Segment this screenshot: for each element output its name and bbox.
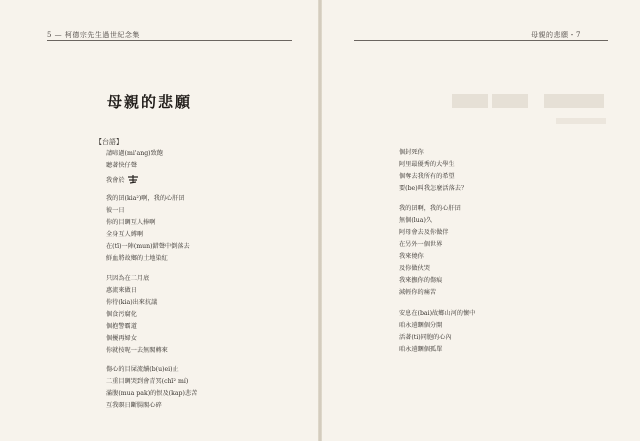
verse-line: 安息在(bai)故鄉山河的懷中 <box>399 310 476 317</box>
verse-line: 及你做伙哭 <box>399 265 430 272</box>
verse-line: 聽著快仔聲 <box>106 162 137 169</box>
verse-line: 個封死你 <box>399 149 424 156</box>
verse-line: 在(tī)一陣(mun)錯聲中倒落去 <box>106 243 190 250</box>
verse-line: 阿母會去及你做伴 <box>399 229 449 236</box>
left-page-header: 5 — 柯德宗先生過世紀念集 <box>47 31 140 39</box>
poem-title: 母親的悲願 <box>107 93 193 111</box>
verse-line: 阿里最優秀的大學生 <box>399 161 455 168</box>
verse-line: 鮮血將故鄉的土地染紅 <box>106 255 168 262</box>
verse-line: 在另外一個世界 <box>399 241 443 248</box>
verse-line: 傷心的目屎流續(b(u)ei)止 <box>106 366 179 373</box>
verse-line: 惠流來做日 <box>106 287 137 294</box>
verse-line: 彼一日 <box>106 207 125 214</box>
verse-line: 你就按呢一去無閣轉來 <box>106 347 168 354</box>
verse-line: 滿腹(mua pak)的恨及(kap)悲苦 <box>106 390 198 397</box>
right-page <box>322 0 640 441</box>
verse-line: 咱永遠睏個分開 <box>399 322 443 329</box>
verse-line: 只因為在二月底 <box>106 275 150 282</box>
verse-line: 我的囝(kia²)啊，我的心肝囝 <box>106 195 185 202</box>
verse-line: 咱永遠睏個孤單 <box>399 346 443 353</box>
verse-line: 活著(ti)同胞的心內 <box>399 334 452 341</box>
verse-text: 我會於 <box>106 177 125 184</box>
verse-line: 請啼過(mi'ang)致飽 <box>106 150 163 157</box>
verse-line: 全身互人縛啊 <box>106 231 144 238</box>
verse-line: 個抱警霸道 <box>106 323 137 330</box>
verse-line: 個擾再婦女 <box>106 335 137 342</box>
verse-line: 個奪去我所有的希望 <box>399 173 455 180</box>
left-page <box>0 0 318 441</box>
verse-line: 個食污腐化 <box>106 311 137 318</box>
verse-line: 無個(lua)久 <box>399 217 433 224</box>
right-page-header: 母親的悲願・7 <box>531 31 581 39</box>
verse-line: 你的目睭互人捧啊 <box>106 219 156 226</box>
verse-line: 我的囝啊，我的心肝囝 <box>399 205 461 212</box>
handwritten-glyph <box>127 174 139 184</box>
verse-line: 我來僥你 <box>399 253 424 260</box>
verse-line: 我來撫你的傷痕 <box>399 277 443 284</box>
right-header-rule <box>354 40 608 41</box>
language-tag: 【台語】 <box>95 138 123 146</box>
verse-line: 要(be)叫我怎麼活落去？ <box>399 185 468 192</box>
left-header-rule <box>47 40 292 41</box>
verse-line: 減輕你的痛苦 <box>399 289 437 296</box>
show-through-bleed <box>452 88 640 148</box>
verse-line: 互我暝日斷腸閣心碎 <box>106 402 162 409</box>
verse-line <box>106 174 139 185</box>
verse-line: 你待(kia)出來抗議 <box>106 299 158 306</box>
verse-line: 二重目睭哭到會青冥(chī² mí) <box>106 378 189 385</box>
